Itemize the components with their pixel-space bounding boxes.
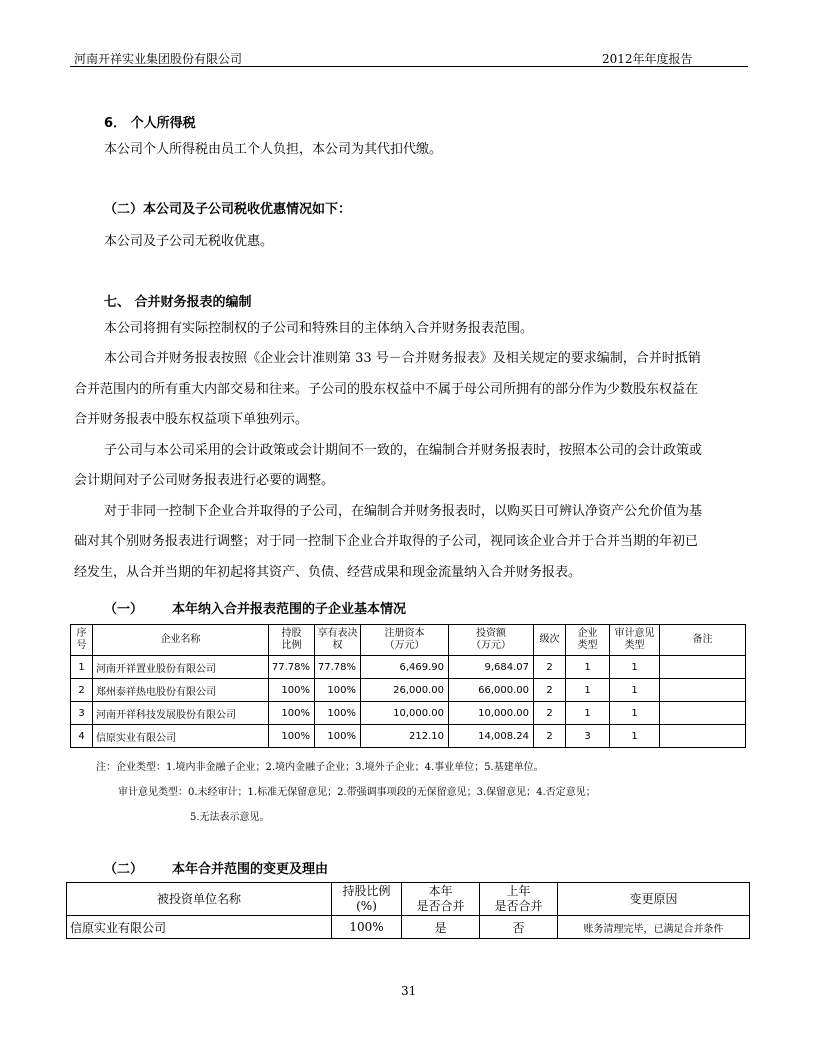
cell-type: 1 (566, 656, 610, 679)
header-investee-name: 被投资单位名称 (67, 883, 332, 916)
header-registered-capital: 注册资本 （万元） (361, 625, 449, 656)
note-company-types: 注：企业类型：1.境内非金融子企业；2.境内金融子企业；3.境外子企业；4.事业单位；5.基建单位。 (96, 762, 544, 773)
header-remark: 备注 (660, 625, 746, 656)
header-current-year: 本年 是否合并 (402, 883, 480, 916)
paragraph-2-line-3: 合并财务报表中股东权益项下单独列示。 (74, 412, 309, 427)
subsection-1-title: 本年纳入合并报表范围的子企业基本情况 (172, 602, 407, 617)
cell-no: 4 (71, 725, 93, 748)
section-7-title: 七、 合并财务报表的编制 (104, 295, 252, 310)
header-company-type: 企业 类型 (566, 625, 610, 656)
header-previous-year: 上年 是否合并 (480, 883, 558, 916)
header-seq: 序 号 (71, 625, 93, 656)
cell-no: 2 (71, 679, 93, 702)
header-level: 级次 (534, 625, 566, 656)
section-2-text: 本公司及子公司无税收优惠。 (104, 234, 274, 249)
cell-current: 是 (402, 916, 480, 939)
paragraph-3-line-1: 子公司与本公司采用的会计政策或会计期间不一致的，在编制合并财务报表时，按照本公司的会计政策或 (104, 443, 703, 458)
cell-share: 100% (269, 679, 315, 702)
cell-type: 3 (566, 725, 610, 748)
cell-type: 1 (566, 679, 610, 702)
subsidiaries-table (70, 624, 746, 748)
cell-note (660, 679, 746, 702)
cell-invest: 14,008.24 (449, 725, 534, 748)
cell-name: 信原实业有限公司 (67, 916, 332, 939)
header-share-ratio: 持股比例 (%) (332, 883, 402, 916)
header-change-reason: 变更原因 (558, 883, 750, 916)
cell-share: 77.78% (269, 656, 315, 679)
scope-change-table (66, 882, 750, 939)
cell-note (660, 725, 746, 748)
note-audit-types: 审计意见类型：0.未经审计；1.标准无保留意见；2.带强调事项段的无保留意见；3.保留意见；4.否定意见； (118, 787, 596, 798)
table-row (67, 916, 750, 939)
header-audit-type: 审计意见 类型 (610, 625, 660, 656)
paragraph-1: 本公司将拥有实际控制权的子公司和特殊目的主体纳入合并财务报表范围。 (104, 321, 534, 336)
paragraph-2-line-2: 合并范围内的所有重大内部交易和往来。子公司的股东权益中不属于母公司所拥有的部分作为少数股东权益在 (74, 382, 699, 397)
paragraph-3-line-2: 会计期间对子公司财务报表进行必要的调整。 (74, 473, 335, 488)
section-6-text: 本公司个人所得税由员工个人负担，本公司为其代扣代缴。 (104, 142, 443, 157)
note-audit-types-cont: 5.无法表示意见。 (190, 812, 270, 823)
cell-audit: 1 (610, 679, 660, 702)
cell-note (660, 702, 746, 725)
header-company-name: 企业名称 (93, 625, 269, 656)
cell-no: 3 (71, 702, 93, 725)
cell-previous: 否 (480, 916, 558, 939)
cell-vote: 100% (315, 679, 361, 702)
table-header-row (71, 625, 746, 656)
header-company: 河南开祥实业集团股份有限公司 (74, 52, 243, 66)
cell-name: 郑州泰祥热电股份有限公司 (93, 679, 269, 702)
subsection-1-number: （一） (104, 602, 144, 617)
cell-capital: 10,000.00 (361, 702, 449, 725)
header-investment: 投资额 （万元） (449, 625, 534, 656)
header-report-title: 2012年年度报告 (602, 52, 693, 66)
cell-audit: 1 (610, 725, 660, 748)
cell-type: 1 (566, 702, 610, 725)
table-row (71, 725, 746, 748)
cell-audit: 1 (610, 656, 660, 679)
cell-level: 2 (534, 725, 566, 748)
cell-share: 100% (332, 916, 402, 939)
cell-invest: 10,000.00 (449, 702, 534, 725)
paragraph-4-line-2: 础对其个别财务报表进行调整；对于同一控制下企业合并取得的子公司，视同该企业合并于合并当期的年初已 (74, 534, 699, 549)
cell-share: 100% (269, 725, 315, 748)
paragraph-4-line-3: 经发生，从合并当期的年初起将其资产、负债、经营成果和现金流量纳入合并财务报表。 (74, 565, 582, 580)
cell-name: 信原实业有限公司 (93, 725, 269, 748)
cell-vote: 100% (315, 702, 361, 725)
cell-vote: 100% (315, 725, 361, 748)
subsection-2-title: 本年合并范围的变更及理由 (172, 862, 329, 877)
table-row (71, 702, 746, 725)
cell-name: 河南开祥科技发展股份有限公司 (93, 702, 269, 725)
page-number: 31 (401, 984, 417, 998)
cell-no: 1 (71, 656, 93, 679)
cell-share: 100% (269, 702, 315, 725)
table-row (71, 679, 746, 702)
cell-invest: 9,684.07 (449, 656, 534, 679)
paragraph-2-line-1: 本公司合并财务报表按照《企业会计准则第 33 号－合并财务报表》及相关规定的要求编制，合并时抵销 (104, 351, 701, 366)
header-voting-right: 享有表决 权 (315, 625, 361, 656)
cell-capital: 212.10 (361, 725, 449, 748)
table-header-row (67, 883, 750, 916)
cell-invest: 66,000.00 (449, 679, 534, 702)
subsection-2-number: （二） (104, 862, 144, 877)
cell-vote: 77.78% (315, 656, 361, 679)
section-6-title: 6． 个人所得税 (104, 116, 196, 131)
cell-audit: 1 (610, 702, 660, 725)
header-rule (70, 66, 748, 67)
cell-note (660, 656, 746, 679)
cell-level: 2 (534, 656, 566, 679)
header-share-ratio: 持股 比例 (269, 625, 315, 656)
cell-capital: 26,000.00 (361, 679, 449, 702)
cell-level: 2 (534, 679, 566, 702)
cell-name: 河南开祥置业股份有限公司 (93, 656, 269, 679)
cell-level: 2 (534, 702, 566, 725)
cell-capital: 6,469.90 (361, 656, 449, 679)
section-2-title: （二）本公司及子公司税收优惠情况如下： (104, 202, 352, 217)
cell-reason: 账务清理完毕，已满足合并条件 (558, 916, 750, 939)
paragraph-4-line-1: 对于非同一控制下企业合并取得的子公司，在编制合并财务报表时，以购买日可辨认净资产公允价值为基 (104, 504, 703, 519)
table-row (71, 656, 746, 679)
